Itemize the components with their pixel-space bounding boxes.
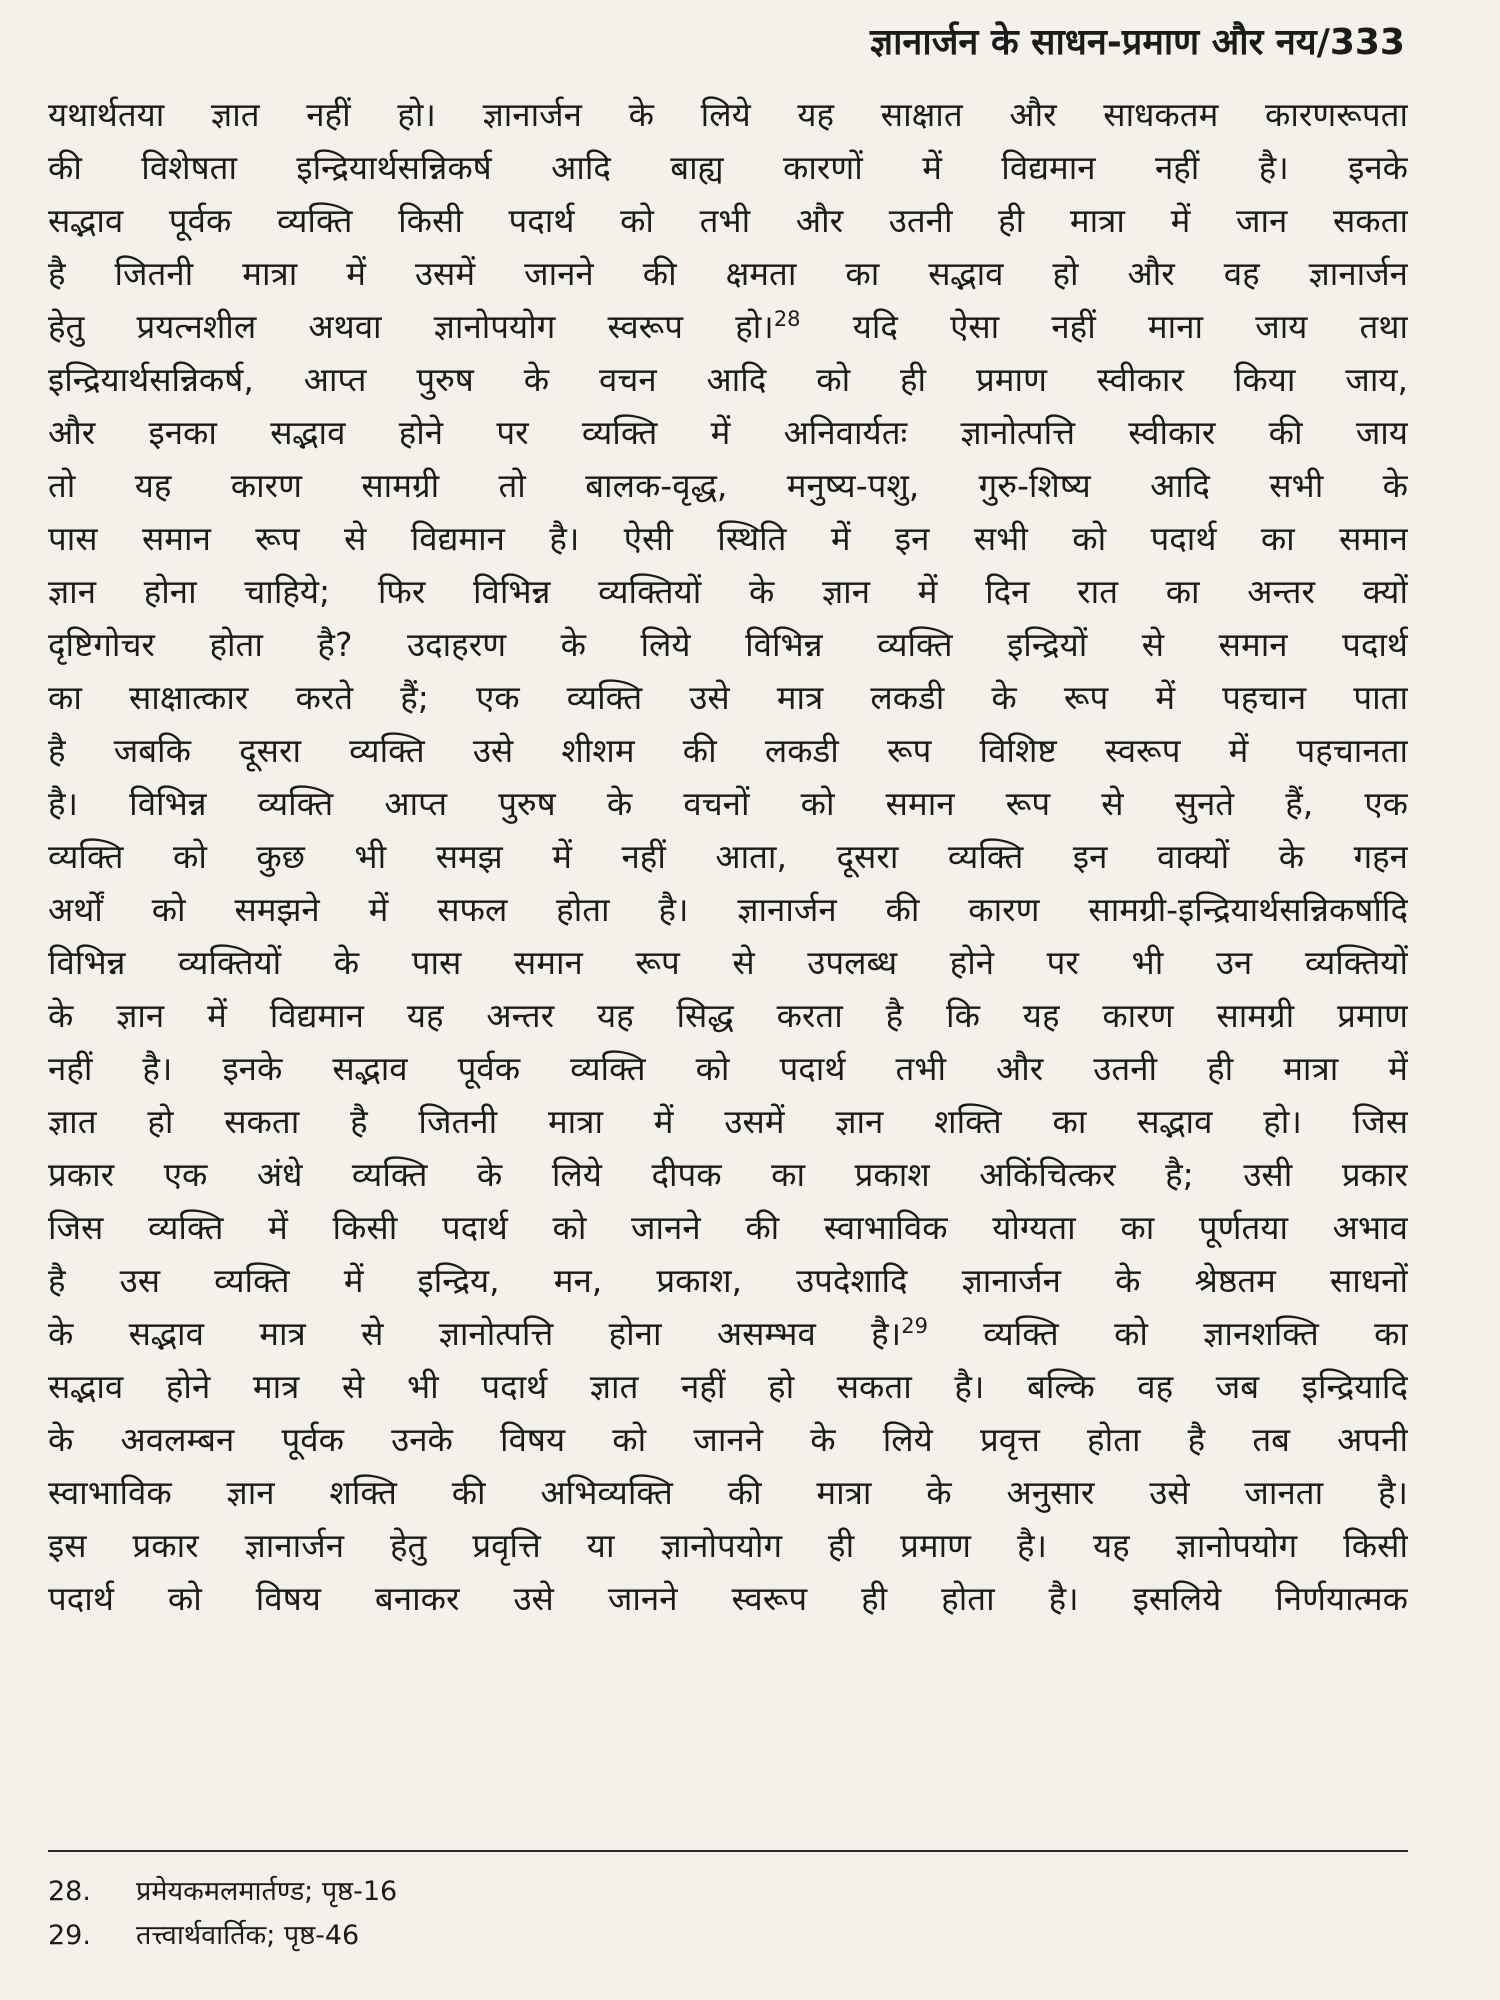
text-line: है जबकि दूसरा व्यक्ति उसे शीशम की लकडी रूप विशिष्ट स्वरूप में पहचानता [48,731,1408,770]
footnotes [48,1870,1408,1958]
text-line: स्वाभाविक ज्ञान शक्ति की अभिव्यक्ति की मात्रा के अनुसार उसे जानता है। [48,1473,1408,1512]
text-line: यथार्थतया ज्ञात नहीं हो। ज्ञानार्जन के लिये यह साक्षात और साधकतम कारणरूपता [48,95,1408,134]
text-line: के सद्भाव मात्र से ज्ञानोत्पत्ति होना असम्भव है।$^{29}$ व्यक्ति को ज्ञानशक्ति का [48,1314,1408,1353]
text-line: इस प्रकार ज्ञानार्जन हेतु प्रवृत्ति या ज्ञानोपयोग ही प्रमाण है। यह ज्ञानोपयोग किसी [48,1526,1408,1565]
footnote-number: 28. [48,1876,91,1907]
text-line: अर्थों को समझने में सफल होता है। ज्ञानार्जन की कारण सामग्री-इन्द्रियार्थसन्निकर्षादि [48,890,1408,929]
footnote-divider [48,1850,1408,1852]
running-header: ज्ञानार्जन के साधन-प्रमाण और नय/333 [870,22,1405,63]
text-line: तो यह कारण सामग्री तो बालक-वृद्ध, मनुष्य-पशु, गुरु-शिष्य आदि सभी के [48,466,1408,505]
text-line: का साक्षात्कार करते हैं; एक व्यक्ति उसे मात्र लकडी के रूप में पहचान पाता [48,678,1408,717]
text-line: पास समान रूप से विद्यमान है। ऐसी स्थिति में इन सभी को पदार्थ का समान [48,519,1408,558]
text-line: प्रकार एक अंधे व्यक्ति के लिये दीपक का प्रकाश अकिंचित्कर है; उसी प्रकार [48,1155,1408,1194]
text-line: है जितनी मात्रा में उसमें जानने की क्षमता का सद्भाव हो और वह ज्ञानार्जन [48,254,1408,293]
text-line: ज्ञान होना चाहिये; फिर विभिन्न व्यक्तियों के ज्ञान में दिन रात का अन्तर क्यों [48,572,1408,611]
footnote-28 [48,1870,1408,1914]
text-line: सद्भाव होने मात्र से भी पदार्थ ज्ञात नहीं हो सकता है। बल्कि वह जब इन्द्रियादि [48,1367,1408,1406]
text-line: ज्ञात हो सकता है जितनी मात्रा में उसमें ज्ञान शक्ति का सद्भाव हो। जिस [48,1102,1408,1141]
text-line: पदार्थ को विषय बनाकर उसे जानने स्वरूप ही होता है। इसलिये निर्णयात्मक [48,1579,1408,1618]
text-line: और इनका सद्भाव होने पर व्यक्ति में अनिवार्यतः ज्ञानोत्पत्ति स्वीकार की जाय [48,413,1408,452]
text-line: व्यक्ति को कुछ भी समझ में नहीं आता, दूसरा व्यक्ति इन वाक्यों के गहन [48,837,1408,876]
footnote-text: तत्त्वार्थवार्तिक; पृष्ठ-46 [136,1920,360,1951]
body-text [48,88,1408,1625]
footnote-text: प्रमेयकमलमार्तण्ड; पृष्ठ-16 [136,1876,398,1907]
footnote-number: 29. [48,1920,91,1951]
text-line: है उस व्यक्ति में इन्द्रिय, मन, प्रकाश, उपदेशादि ज्ञानार्जन के श्रेष्ठतम साधनों [48,1261,1408,1300]
text-line: की विशेषता इन्द्रियार्थसन्निकर्ष आदि बाह्य कारणों में विद्यमान नहीं है। इनके [48,148,1408,187]
text-line: विभिन्न व्यक्तियों के पास समान रूप से उपलब्ध होने पर भी उन व्यक्तियों [48,943,1408,982]
text-line: के ज्ञान में विद्यमान यह अन्तर यह सिद्ध करता है कि यह कारण सामग्री प्रमाण [48,996,1408,1035]
text-line: जिस व्यक्ति में किसी पदार्थ को जानने की स्वाभाविक योग्यता का पूर्णतया अभाव [48,1208,1408,1247]
text-line: है। विभिन्न व्यक्ति आप्त पुरुष के वचनों को समान रूप से सुनते हैं, एक [48,784,1408,823]
footnote-reference: 28 [773,307,801,331]
footnote-29 [48,1914,1408,1958]
text-line: इन्द्रियार्थसन्निकर्ष, आप्त पुरुष के वचन आदि को ही प्रमाण स्वीकार किया जाय, [48,360,1408,399]
text-line: नहीं है। इनके सद्भाव पूर्वक व्यक्ति को पदार्थ तभी और उतनी ही मात्रा में [48,1049,1408,1088]
text-line: हेतु प्रयत्नशील अथवा ज्ञानोपयोग स्वरूप हो।$^{28}$ यदि ऐसा नहीं माना जाय तथा [48,307,1408,346]
text-line: सद्भाव पूर्वक व्यक्ति किसी पदार्थ को तभी और उतनी ही मात्रा में जान सकता [48,201,1408,240]
text-line: के अवलम्बन पूर्वक उनके विषय को जानने के लिये प्रवृत्त होता है तब अपनी [48,1420,1408,1459]
footnote-reference: 29 [901,1314,928,1338]
text-line: दृष्टिगोचर होता है? उदाहरण के लिये विभिन्न व्यक्ति इन्द्रियों से समान पदार्थ [48,625,1408,664]
